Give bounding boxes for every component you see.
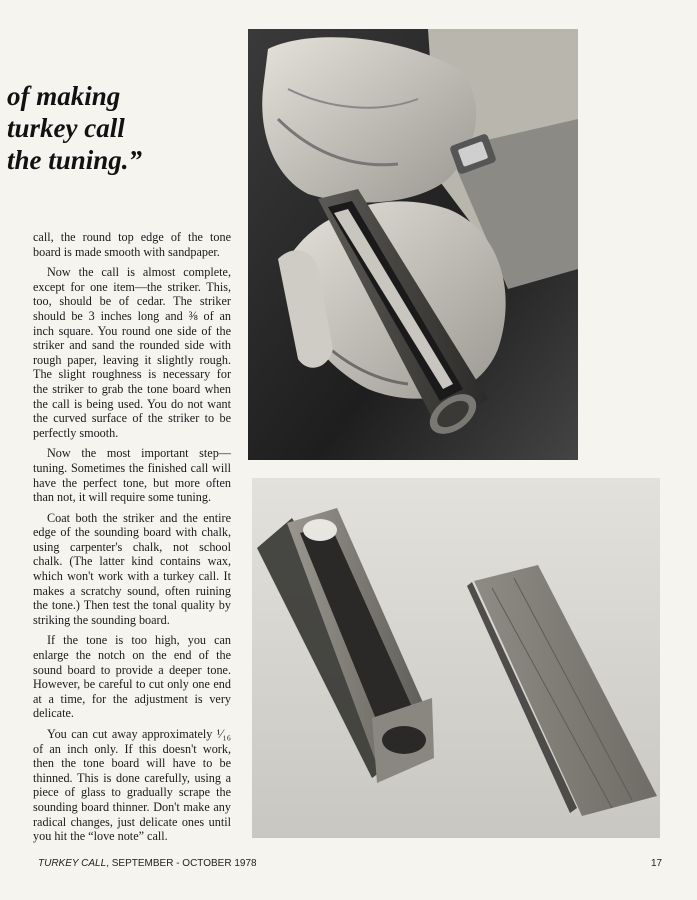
article-paragraph: You can cut away approximately ¹⁄₁₆ of an inch only. If this doesn't work, then the tone board will have to be thinned. This is done carefully, using a piece of glass to gradually scrape the sounding board thinner. Don't make any radical changes, just delicate ones until you hit the “love note” call.	[33, 727, 231, 844]
pull-quote-line: turkey call	[7, 113, 125, 143]
article-paragraph: Now the most important step—tuning. Sometimes the finished call will have the perfect tone, but more often than not, it will require some tuning.	[33, 446, 231, 505]
article-paragraph: If the tone is too high, you can enlarge the notch on the end of the sound board to provide a deeper tone. However, be careful to cut only one end at a time, for the adjustment is very delicate.	[33, 633, 231, 721]
page-number: 17	[651, 858, 663, 869]
issue-date: , SEPTEMBER - OCTOBER 1978	[106, 858, 257, 869]
magazine-name: TURKEY CALL	[38, 858, 107, 869]
pull-quote-line: of making	[7, 81, 121, 111]
photo-call-box-and-board	[252, 478, 660, 838]
article-paragraph: call, the round top edge of the tone board is made smooth with sandpaper.	[33, 230, 231, 259]
photo-hands-holding-call	[248, 29, 578, 460]
article-paragraph: Coat both the striker and the entire edge of the sounding board with chalk, using carpenter's chalk, not school chalk. (The latter kind contains wax, which won't work with a turkey call. It makes a scratchy sound, often ruining the tone.) Then test the tonal quality by striking the sounding board.	[33, 510, 231, 627]
article-column	[33, 230, 231, 850]
article-paragraph: Now the call is almost complete, except for one item—the striker. This, too, should be of cedar. The striker should be 3 inches long and ⅜ of an inch square. You round one side of the striker and sand the rounded side with rough paper, leaving it slightly rough. The slight roughness is necessary for the striker to grab the tone board when the call is being used. You do not want the curved surface of the striker to be perfectly smooth.	[33, 265, 231, 440]
pull-quote	[7, 80, 237, 176]
page-footer	[38, 858, 257, 869]
pull-quote-line: the tuning.”	[7, 145, 143, 175]
